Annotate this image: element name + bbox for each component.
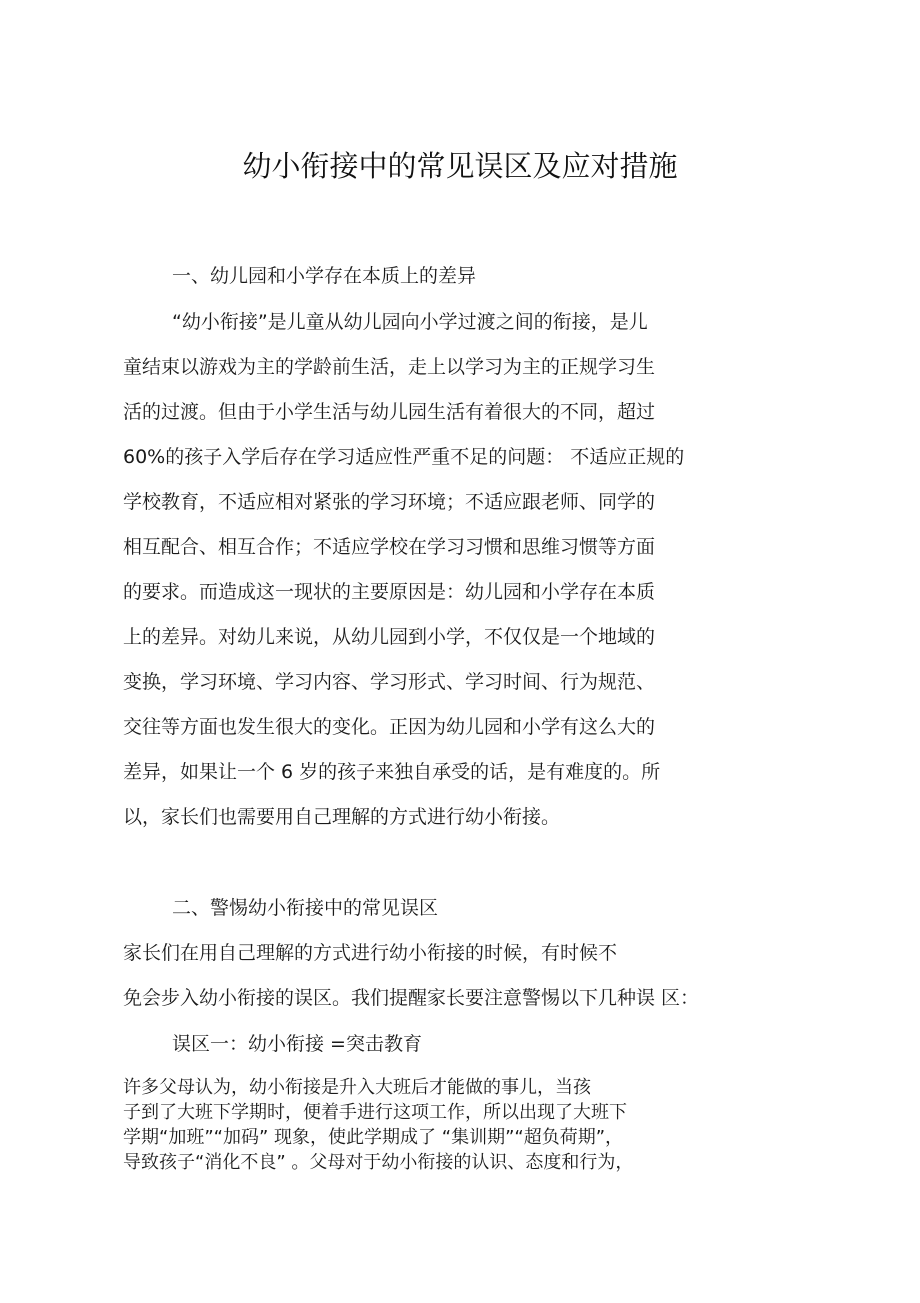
paragraph-line: 子到了大班下学期时，便着手进行这项工作，所以出现了大班下	[123, 1102, 627, 1123]
paragraph-line: 家长们在用自己理解的方式进行幼小衔接的时候，有时候不	[123, 942, 618, 964]
paragraph-line: 免会步入幼小衔接的误区。我们提醒家长要注意警惕以下几种误 区：	[123, 987, 700, 1009]
paragraph-line: “幼小衔接”是儿童从幼儿园向小学过渡之间的衔接，是儿	[172, 311, 648, 333]
document-title: 幼小衔接中的常见误区及应对措施	[242, 149, 678, 183]
paragraph-line: 上的差异。对幼儿来说，从幼儿园到小学，不仅仅是一个地域的	[123, 626, 656, 648]
paragraph-line: 活的过渡。但由于小学生活与幼儿园生活有着很大的不同，超过	[123, 401, 656, 423]
paragraph-line: 许多父母认为，幼小衔接是升入大班后才能做的事儿，当孩	[123, 1077, 591, 1098]
subheading-misconception-1: 误区一：幼小衔接 =突击教育	[172, 1033, 422, 1055]
paragraph-line: 的要求。而造成这一现状的主要原因是：幼儿园和小学存在本质	[123, 581, 656, 603]
paragraph-line: 60%的孩子入学后存在学习适应性严重不足的问题： 不适应正规的	[123, 446, 685, 468]
paragraph-line: 以，家长们也需要用自己理解的方式进行幼小衔接。	[123, 806, 561, 828]
paragraph-line: 相互配合、相互合作；不适应学校在学习习惯和思维习惯等方面	[123, 536, 656, 558]
paragraph-line: 童结束以游戏为主的学龄前生活，走上以学习为主的正规学习生	[123, 356, 656, 378]
paragraph-line: 学期“加班”“加码” 现象，使此学期成了 “集训期”“超负荷期”，	[123, 1127, 624, 1148]
paragraph-line: 学校教育，不适应相对紧张的学习环境；不适应跟老师、同学的	[123, 491, 656, 513]
paragraph-line: 变换，学习环境、学习内容、学习形式、学习时间、行为规范、	[123, 671, 656, 693]
section-1-heading: 一、幼儿园和小学存在本质上的差异	[172, 265, 477, 287]
paragraph-line: 导致孩子“消化不良” 。父母对于幼小衔接的认识、态度和行为，	[123, 1152, 634, 1173]
paragraph-line: 差异，如果让一个 6 岁的孩子来独自承受的话，是有难度的。所	[123, 761, 661, 783]
paragraph-line: 交往等方面也发生很大的变化。正因为幼儿园和小学有这么大的	[123, 716, 656, 738]
section-2-heading: 二、警惕幼小衔接中的常见误区	[172, 897, 439, 919]
